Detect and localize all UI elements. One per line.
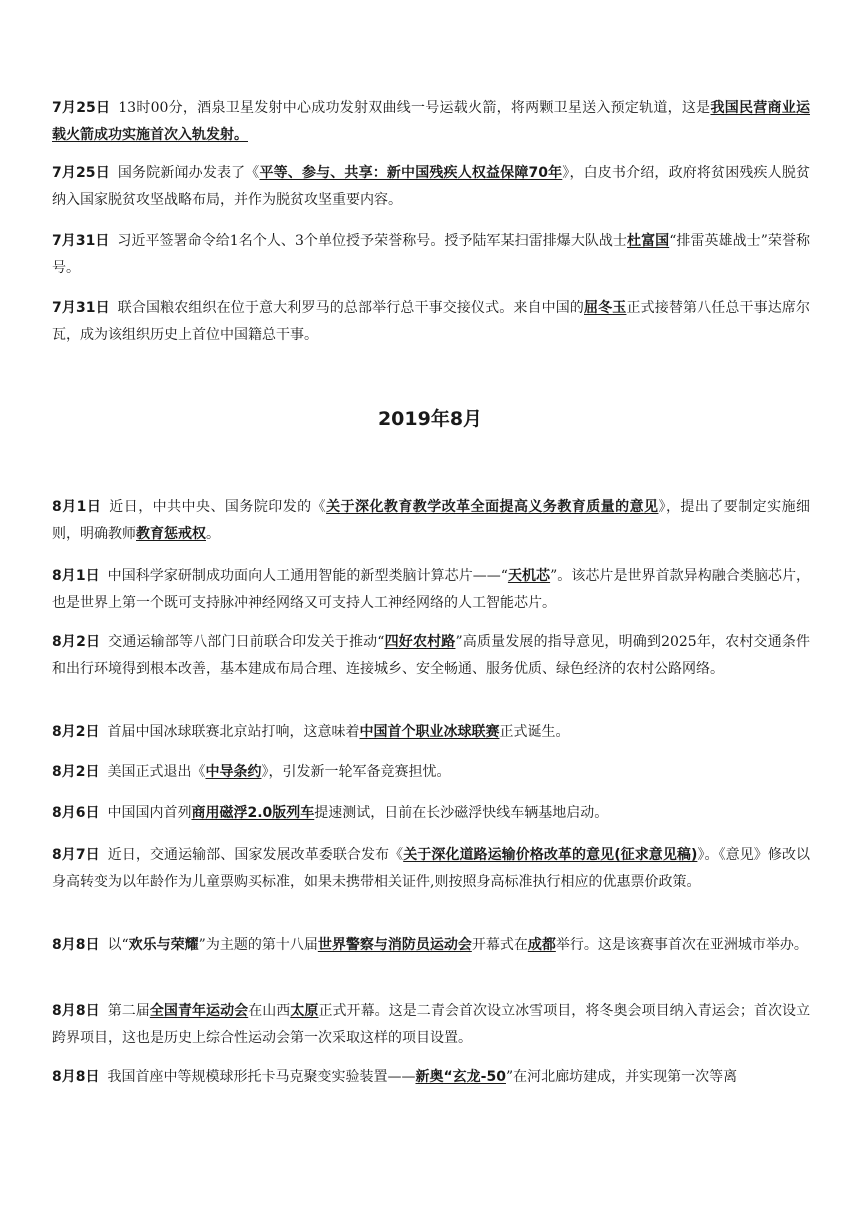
news-entry bbox=[52, 629, 810, 683]
highlighted-term: 中国首个职业冰球联赛 bbox=[359, 724, 500, 740]
entry-text: 在山西 bbox=[248, 1003, 291, 1019]
entry-text: 以“ bbox=[107, 937, 129, 953]
news-entry bbox=[52, 494, 810, 548]
entry-date: 7月31日 bbox=[52, 233, 110, 249]
highlighted-term: 教育惩戒权 bbox=[136, 526, 206, 542]
highlighted-term: 世界警察与消防员运动会 bbox=[317, 937, 472, 953]
news-entry bbox=[52, 800, 810, 827]
news-entry bbox=[52, 95, 810, 149]
entry-text: 正式诞生。 bbox=[499, 724, 570, 740]
entry-text: ”。该芯片是世界首款异构融合类脑芯片，也是世界上第一个既可支持脉冲神经网络又可支持人工神经网络的人工智能芯片。 bbox=[52, 568, 811, 611]
entry-date: 8月2日 bbox=[52, 634, 101, 650]
entry-text: 我国首座中等规模球形托卡马克聚变实验装置—— bbox=[107, 1069, 416, 1085]
entry-text: 首届中国冰球联赛北京站打响，这意味着 bbox=[107, 724, 360, 740]
entry-text: 13时00分，酒泉卫星发射中心成功发射双曲线一号运载火箭，将两颗卫星送入预定轨道，这是 bbox=[118, 100, 711, 116]
entry-text: ”在河北廊坊建成，并实现第一次等离 bbox=[505, 1069, 738, 1085]
news-entry bbox=[52, 842, 810, 896]
entry-text: 国务院新闻办发表了《 bbox=[117, 165, 260, 181]
highlighted-term: 商用磁浮2.0版列车 bbox=[191, 805, 315, 821]
news-entry bbox=[52, 295, 810, 349]
entry-date: 7月25日 bbox=[52, 165, 110, 181]
entry-text: 》。《意见》修改以身高转变为以年龄作为儿童票购买标准，如果未携带相关证件,则按照身高标准执行相应的优惠票价政策。 bbox=[52, 847, 811, 890]
entry-date: 8月2日 bbox=[52, 724, 100, 740]
news-entry bbox=[52, 228, 810, 282]
entry-date: 8月6日 bbox=[52, 805, 100, 821]
highlighted-term: 成都 bbox=[527, 937, 556, 953]
highlighted-term: 关于深化教育教学改革全面提高义务教育质量的意见 bbox=[326, 499, 659, 515]
entry-text: 》，白皮书介绍，政府将贫困残疾人脱贫纳入国家脱贫攻坚战略布局，并作为脱贫攻坚重要内容。 bbox=[52, 165, 811, 208]
entry-text: 正式开幕。这是二青会首次设立冰雪项目，将冬奥会项目纳入青运会；首次设立跨界项目，这也是历史上综合性运动会第一次采取这样的项目设置。 bbox=[52, 1003, 811, 1046]
entry-text: 提速测试，日前在长沙磁浮快线车辆基地启动。 bbox=[314, 805, 609, 821]
entry-date: 7月25日 bbox=[52, 100, 111, 116]
highlighted-term: 四好农村路 bbox=[384, 634, 456, 650]
entry-text: 联合国粮农组织在位于意大利罗马的总部举行总干事交接仪式。来自中国的 bbox=[117, 300, 585, 316]
entry-date: 8月2日 bbox=[52, 764, 100, 780]
entry-date: 8月7日 bbox=[52, 847, 100, 863]
entry-date: 8月8日 bbox=[52, 937, 100, 953]
highlighted-term: 天机芯 bbox=[507, 568, 551, 584]
entry-text: 。 bbox=[206, 526, 220, 542]
entry-date: 7月31日 bbox=[52, 300, 110, 316]
entry-text: 习近平签署命令给1名个人、3个单位授予荣誉称号。授予陆军某扫雷排爆大队战士 bbox=[117, 233, 628, 249]
news-entry bbox=[52, 1064, 810, 1091]
entry-text: 开幕式在 bbox=[471, 937, 528, 953]
entry-text: 第二届 bbox=[107, 1003, 150, 1019]
entry-date: 8月8日 bbox=[52, 1003, 100, 1019]
entry-text: 》，引发新一轮军备竞赛担忧。 bbox=[261, 764, 451, 780]
month-heading: 2019年8月 bbox=[377, 408, 483, 430]
entry-text: “排雷英雄战士”荣誉称号。 bbox=[52, 233, 811, 276]
news-entry bbox=[52, 719, 810, 746]
news-entry bbox=[52, 932, 810, 959]
news-entry bbox=[52, 563, 810, 617]
entry-text: 近日，交通运输部、国家发展改革委联合发布《 bbox=[107, 847, 404, 863]
entry-text: 正式接替第八任总干事达席尔瓦，成为该组织历史上首位中国籍总干事。 bbox=[52, 300, 810, 343]
highlighted-term: 太原 bbox=[290, 1003, 319, 1019]
entry-date: 8月1日 bbox=[52, 499, 102, 515]
news-entry bbox=[52, 998, 810, 1052]
entry-text: 近日，中共中央、国务院印发的《 bbox=[109, 499, 327, 515]
entry-text: 》，提出了要制定实施细则，明确教师 bbox=[52, 499, 811, 542]
entry-date: 8月1日 bbox=[52, 568, 100, 584]
highlighted-term: 全国青年运动会 bbox=[149, 1003, 249, 1019]
news-entry bbox=[52, 759, 810, 786]
news-entry bbox=[52, 160, 810, 214]
entry-text: 中国国内首列 bbox=[107, 805, 192, 821]
entry-text: 美国正式退出《 bbox=[107, 764, 206, 780]
bold-term: 欢乐与荣耀 bbox=[128, 937, 199, 953]
highlighted-term: 关于深化道路运输价格改革的意见(征求意见稿) bbox=[403, 847, 698, 863]
highlighted-term: 屈冬玉 bbox=[584, 300, 627, 316]
entry-text: ”为主题的第十八届 bbox=[198, 937, 318, 953]
entry-date: 8月8日 bbox=[52, 1069, 100, 1085]
highlighted-term: 平等、参与、共享：新中国残疾人权益保障70年 bbox=[259, 165, 563, 181]
highlighted-term: 中导条约 bbox=[205, 764, 262, 780]
entry-text: 举行。这是该赛事首次在亚洲城市举办。 bbox=[555, 937, 808, 953]
entry-text: ”高质量发展的指导意见，明确到2025年，农村交通条件和出行环境得到根本改善，基本建成布局合理、连接城乡、安全畅通、服务优质、绿色经济的农村公路网络。 bbox=[52, 634, 811, 677]
highlighted-term: 杜富国 bbox=[627, 233, 670, 249]
entry-text: 中国科学家研制成功面向人工通用智能的新型类脑计算芯片——“ bbox=[107, 568, 508, 584]
highlighted-term: 我国民营商业运载火箭成功实施首次入轨发射。 bbox=[52, 100, 810, 143]
entry-text: 交通运输部等八部门日前联合印发关于推动“ bbox=[108, 634, 385, 650]
highlighted-term: 新奥“玄龙-50 bbox=[415, 1069, 506, 1085]
